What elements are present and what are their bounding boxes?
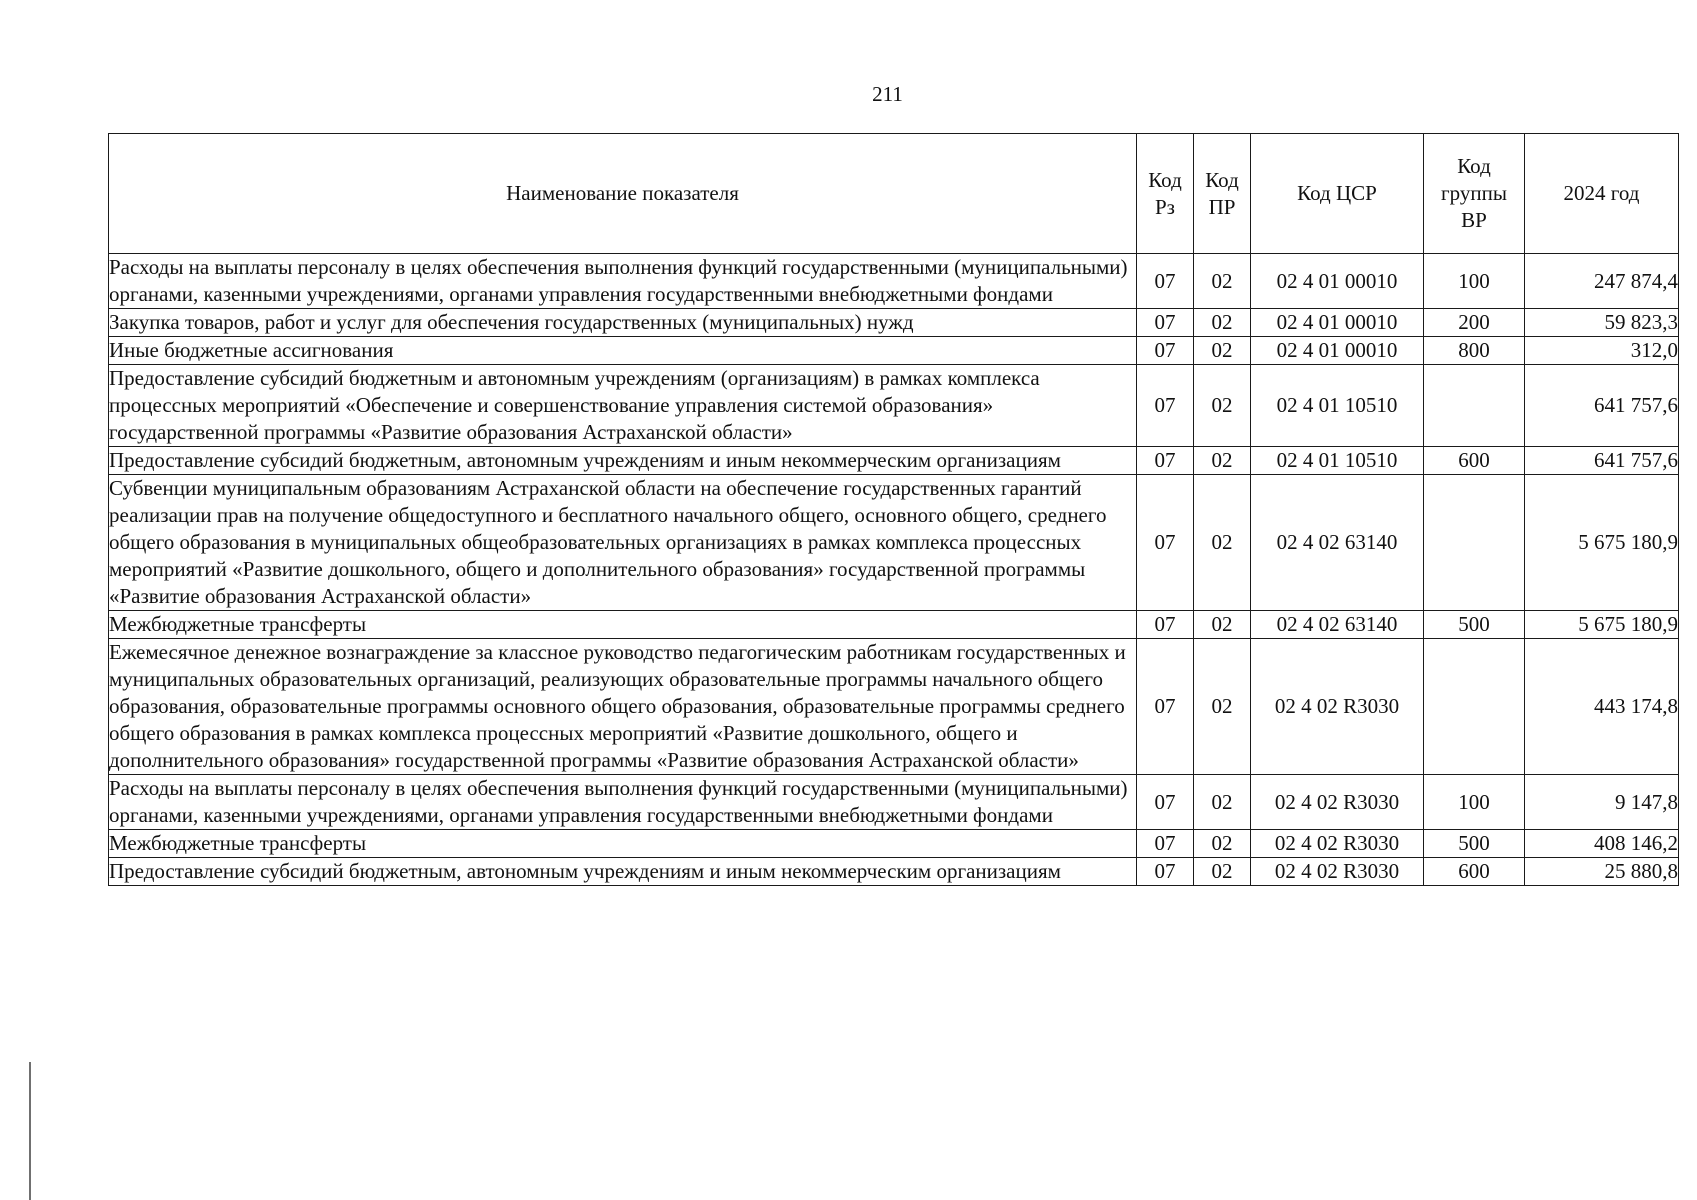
row-vr: 600 bbox=[1424, 447, 1525, 475]
table-row bbox=[109, 365, 1679, 447]
row-name: Межбюджетные трансферты bbox=[109, 830, 1137, 858]
row-pr: 02 bbox=[1194, 475, 1251, 611]
row-vr bbox=[1424, 639, 1525, 775]
row-amount: 312,0 bbox=[1525, 337, 1679, 365]
row-pr: 02 bbox=[1194, 639, 1251, 775]
row-vr bbox=[1424, 475, 1525, 611]
row-csr: 02 4 01 10510 bbox=[1251, 447, 1424, 475]
row-name: Предоставление субсидий бюджетным, автономным учреждениям и иным некоммерческим организациям bbox=[109, 858, 1137, 886]
row-rz: 07 bbox=[1137, 611, 1194, 639]
row-amount: 25 880,8 bbox=[1525, 858, 1679, 886]
row-amount: 59 823,3 bbox=[1525, 309, 1679, 337]
row-csr: 02 4 01 00010 bbox=[1251, 254, 1424, 309]
header-rz-line2: Рз bbox=[1155, 194, 1175, 219]
row-amount: 641 757,6 bbox=[1525, 447, 1679, 475]
row-name: Расходы на выплаты персоналу в целях обеспечения выполнения функций государственными (муниципальными) органами, казенными учреждениями, органами управления государственными внебюджетными фондами bbox=[109, 254, 1137, 309]
row-name: Субвенции муниципальным образованиям Астраханской области на обеспечение государственных гарантий реализации прав на получение общедоступного и бесплатного начального общего, основного общего, среднего общего образования в муниципальных общеобразовательных организациях в рамках комплекса процессных мероприятий «Развитие дошкольного, общего и дополнительного образования» государственной программы «Развитие образования Астраханской области» bbox=[109, 475, 1137, 611]
row-pr: 02 bbox=[1194, 337, 1251, 365]
row-pr: 02 bbox=[1194, 309, 1251, 337]
table-row bbox=[109, 639, 1679, 775]
header-csr: Код ЦСР bbox=[1251, 134, 1424, 254]
row-name: Межбюджетные трансферты bbox=[109, 611, 1137, 639]
row-csr: 02 4 01 00010 bbox=[1251, 337, 1424, 365]
row-name: Ежемесячное денежное вознаграждение за классное руководство педагогическим работникам государственных и муниципальных образовательных организаций, реализующих образовательные программы начального общего образования, образовательные программы основного общего образования, образовательные программы среднего общего образования в рамках комплекса процессных мероприятий «Развитие дошкольного, общего и дополнительного образования» государственной программы «Развитие образования Астраханской области» bbox=[109, 639, 1137, 775]
row-pr: 02 bbox=[1194, 830, 1251, 858]
row-amount: 5 675 180,9 bbox=[1525, 475, 1679, 611]
row-csr: 02 4 02 R3030 bbox=[1251, 830, 1424, 858]
header-vr-line1: Код bbox=[1457, 154, 1491, 178]
row-pr: 02 bbox=[1194, 447, 1251, 475]
row-rz: 07 bbox=[1137, 309, 1194, 337]
header-rz-line1: Код bbox=[1148, 167, 1182, 192]
row-rz: 07 bbox=[1137, 365, 1194, 447]
row-name: Иные бюджетные ассигнования bbox=[109, 337, 1137, 365]
row-amount: 247 874,4 bbox=[1525, 254, 1679, 309]
row-csr: 02 4 02 R3030 bbox=[1251, 775, 1424, 830]
row-vr: 100 bbox=[1424, 254, 1525, 309]
row-amount: 9 147,8 bbox=[1525, 775, 1679, 830]
row-name: Предоставление субсидий бюджетным и автономным учреждениям (организациям) в рамках комплекса процессных мероприятий «Обеспечение и совершенствование управления системой образования» государственной программы «Развитие образования Астраханской области» bbox=[109, 365, 1137, 447]
row-vr bbox=[1424, 365, 1525, 447]
row-amount: 5 675 180,9 bbox=[1525, 611, 1679, 639]
row-name: Закупка товаров, работ и услуг для обеспечения государственных (муниципальных) нужд bbox=[109, 309, 1137, 337]
header-pr-line1: Код bbox=[1205, 167, 1239, 192]
table-header bbox=[109, 134, 1679, 254]
row-pr: 02 bbox=[1194, 611, 1251, 639]
row-rz: 07 bbox=[1137, 639, 1194, 775]
header-vr-line2: группы bbox=[1441, 181, 1507, 205]
table-body bbox=[109, 254, 1679, 886]
row-csr: 02 4 01 00010 bbox=[1251, 309, 1424, 337]
row-vr: 500 bbox=[1424, 830, 1525, 858]
row-csr: 02 4 01 10510 bbox=[1251, 365, 1424, 447]
row-rz: 07 bbox=[1137, 447, 1194, 475]
header-row bbox=[109, 134, 1679, 254]
row-rz: 07 bbox=[1137, 337, 1194, 365]
budget-table bbox=[108, 133, 1679, 886]
table-row bbox=[109, 309, 1679, 337]
page-number: 211 bbox=[872, 82, 903, 106]
header-pr-line2: ПР bbox=[1208, 194, 1236, 219]
row-pr: 02 bbox=[1194, 254, 1251, 309]
row-csr: 02 4 02 R3030 bbox=[1251, 639, 1424, 775]
table-row bbox=[109, 775, 1679, 830]
table-row bbox=[109, 254, 1679, 309]
row-csr: 02 4 02 63140 bbox=[1251, 611, 1424, 639]
row-vr: 600 bbox=[1424, 858, 1525, 886]
row-rz: 07 bbox=[1137, 858, 1194, 886]
row-csr: 02 4 02 63140 bbox=[1251, 475, 1424, 611]
row-csr: 02 4 02 R3030 bbox=[1251, 858, 1424, 886]
header-year: 2024 год bbox=[1525, 134, 1679, 254]
row-amount: 443 174,8 bbox=[1525, 639, 1679, 775]
table-row bbox=[109, 337, 1679, 365]
table-row bbox=[109, 611, 1679, 639]
header-name: Наименование показателя bbox=[109, 134, 1137, 254]
row-name: Предоставление субсидий бюджетным, автономным учреждениям и иным некоммерческим организациям bbox=[109, 447, 1137, 475]
header-rz bbox=[1137, 134, 1194, 254]
table-row bbox=[109, 830, 1679, 858]
table-row bbox=[109, 858, 1679, 886]
row-vr: 500 bbox=[1424, 611, 1525, 639]
row-rz: 07 bbox=[1137, 254, 1194, 309]
table-row bbox=[109, 447, 1679, 475]
row-pr: 02 bbox=[1194, 858, 1251, 886]
row-rz: 07 bbox=[1137, 775, 1194, 830]
row-pr: 02 bbox=[1194, 365, 1251, 447]
row-name: Расходы на выплаты персоналу в целях обеспечения выполнения функций государственными (муниципальными) органами, казенными учреждениями, органами управления государственными внебюджетными фондами bbox=[109, 775, 1137, 830]
row-rz: 07 bbox=[1137, 830, 1194, 858]
row-amount: 408 146,2 bbox=[1525, 830, 1679, 858]
table-row bbox=[109, 475, 1679, 611]
scan-margin-line bbox=[29, 1062, 31, 1200]
row-amount: 641 757,6 bbox=[1525, 365, 1679, 447]
header-pr bbox=[1194, 134, 1251, 254]
row-vr: 100 bbox=[1424, 775, 1525, 830]
row-vr: 800 bbox=[1424, 337, 1525, 365]
header-vr-line3: ВР bbox=[1461, 208, 1487, 232]
row-pr: 02 bbox=[1194, 775, 1251, 830]
row-vr: 200 bbox=[1424, 309, 1525, 337]
header-vr bbox=[1424, 134, 1525, 254]
row-rz: 07 bbox=[1137, 475, 1194, 611]
